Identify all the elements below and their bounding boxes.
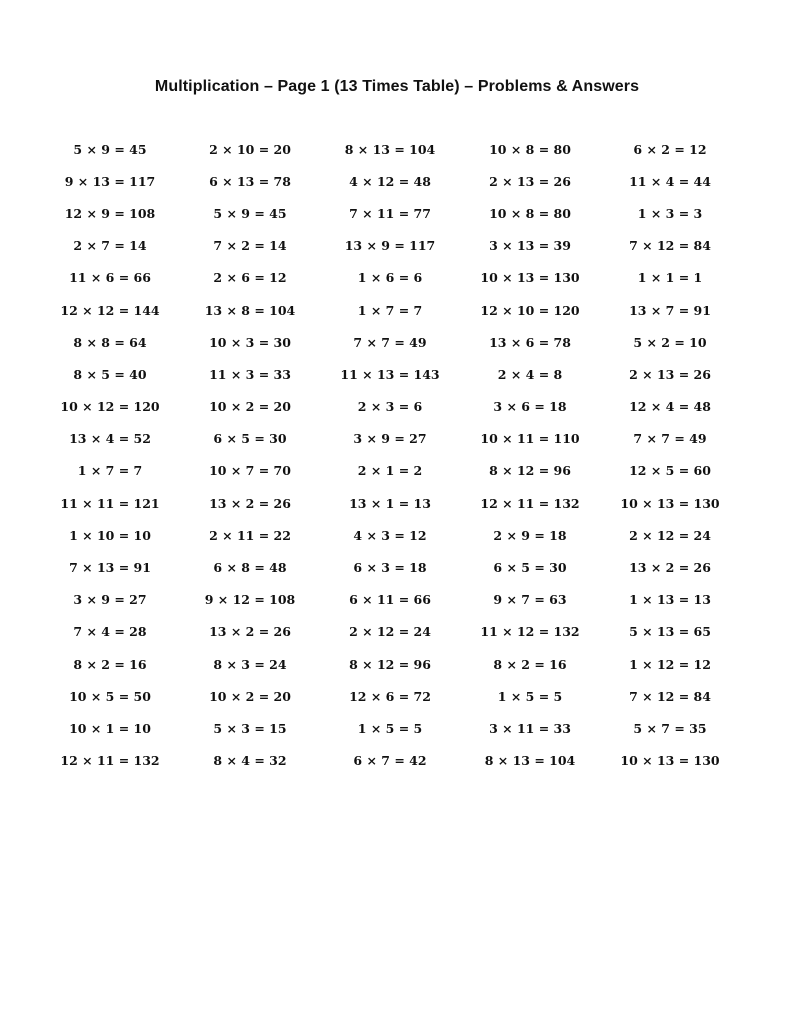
- problem-item: 12 × 12 = 144: [60, 302, 160, 318]
- problem-item: 1 × 7 = 7: [77, 463, 143, 479]
- problem-item: 2 × 9 = 18: [493, 527, 567, 543]
- problem-item: 8 × 2 = 16: [493, 656, 567, 672]
- problem-item: 2 × 3 = 6: [357, 399, 423, 415]
- problem-item: 12 × 10 = 120: [480, 302, 580, 318]
- problem-item: 1 × 7 = 7: [357, 302, 423, 318]
- problem-item: 2 × 12 = 24: [349, 624, 431, 640]
- problem-item: 5 × 13 = 65: [629, 624, 711, 640]
- problem-item: 6 × 11 = 66: [349, 592, 431, 608]
- problem-item: 5 × 9 = 45: [213, 205, 287, 221]
- problem-item: 8 × 12 = 96: [349, 656, 431, 672]
- problem-item: 11 × 13 = 143: [340, 366, 440, 382]
- problem-item: 10 × 13 = 130: [620, 753, 720, 769]
- problem-item: 2 × 6 = 12: [213, 270, 287, 286]
- problem-item: 2 × 4 = 8: [497, 366, 563, 382]
- problem-item: 6 × 13 = 78: [209, 173, 291, 189]
- problem-item: 5 × 3 = 15: [213, 720, 287, 736]
- problem-item: 11 × 11 = 121: [60, 495, 160, 511]
- problem-item: 8 × 2 = 16: [73, 656, 147, 672]
- problem-item: 2 × 13 = 26: [629, 366, 711, 382]
- problem-item: 13 × 4 = 52: [69, 431, 151, 447]
- problem-item: 10 × 7 = 70: [209, 463, 291, 479]
- problem-item: 2 × 10 = 20: [209, 141, 291, 157]
- problem-item: 10 × 1 = 10: [69, 720, 151, 736]
- problem-item: 6 × 7 = 42: [353, 753, 427, 769]
- problem-item: 6 × 5 = 30: [493, 560, 567, 576]
- problem-item: 7 × 4 = 28: [73, 624, 147, 640]
- problem-item: 13 × 9 = 117: [344, 238, 436, 254]
- problem-item: 13 × 2 = 26: [209, 495, 291, 511]
- problem-item: 8 × 12 = 96: [489, 463, 571, 479]
- problem-item: 9 × 7 = 63: [493, 592, 567, 608]
- problem-item: 9 × 13 = 117: [64, 173, 156, 189]
- problem-item: 7 × 12 = 84: [629, 688, 711, 704]
- problem-item: 12 × 11 = 132: [60, 753, 160, 769]
- problem-item: 1 × 5 = 5: [357, 720, 423, 736]
- problem-grid: [40, 133, 740, 777]
- problem-item: 3 × 9 = 27: [353, 431, 427, 447]
- problem-item: 6 × 2 = 12: [633, 141, 707, 157]
- problem-item: 1 × 13 = 13: [629, 592, 711, 608]
- problem-item: 11 × 6 = 66: [69, 270, 151, 286]
- problem-item: 8 × 4 = 32: [213, 753, 287, 769]
- problem-item: 3 × 13 = 39: [489, 238, 571, 254]
- problem-item: 12 × 6 = 72: [349, 688, 431, 704]
- problem-item: 7 × 13 = 91: [69, 560, 151, 576]
- problem-item: 2 × 13 = 26: [489, 173, 571, 189]
- problem-item: 10 × 12 = 120: [60, 399, 160, 415]
- problem-item: 1 × 6 = 6: [357, 270, 423, 286]
- problem-item: 1 × 10 = 10: [69, 527, 151, 543]
- problem-item: 6 × 8 = 48: [213, 560, 287, 576]
- problem-item: 13 × 8 = 104: [204, 302, 296, 318]
- problem-item: 13 × 7 = 91: [629, 302, 711, 318]
- problem-item: 7 × 7 = 49: [633, 431, 707, 447]
- problem-item: 11 × 3 = 33: [209, 366, 291, 382]
- problem-item: 11 × 4 = 44: [629, 173, 711, 189]
- problem-item: 8 × 5 = 40: [73, 366, 147, 382]
- problem-item: 12 × 11 = 132: [480, 495, 580, 511]
- problem-item: 10 × 2 = 20: [209, 688, 291, 704]
- problem-item: 7 × 12 = 84: [629, 238, 711, 254]
- problem-item: 2 × 11 = 22: [209, 527, 291, 543]
- problem-item: 7 × 7 = 49: [353, 334, 427, 350]
- page-title: Multiplication – Page 1 (13 Times Table) – Problems & Answers: [154, 78, 640, 95]
- problem-item: 13 × 2 = 26: [629, 560, 711, 576]
- problem-item: 10 × 8 = 80: [489, 141, 571, 157]
- problem-item: 5 × 9 = 45: [73, 141, 147, 157]
- problem-item: 7 × 11 = 77: [349, 205, 431, 221]
- problem-item: 1 × 1 = 1: [637, 270, 703, 286]
- problem-item: 10 × 13 = 130: [620, 495, 720, 511]
- problem-item: 10 × 13 = 130: [480, 270, 580, 286]
- problem-item: 10 × 2 = 20: [209, 399, 291, 415]
- problem-item: 10 × 5 = 50: [69, 688, 151, 704]
- problem-item: 8 × 13 = 104: [344, 141, 436, 157]
- problem-item: 1 × 5 = 5: [497, 688, 563, 704]
- problem-item: 4 × 12 = 48: [349, 173, 431, 189]
- problem-item: 3 × 6 = 18: [493, 399, 567, 415]
- problem-item: 8 × 3 = 24: [213, 656, 287, 672]
- problem-item: 6 × 5 = 30: [213, 431, 287, 447]
- problem-item: 7 × 2 = 14: [213, 238, 287, 254]
- problem-item: 10 × 8 = 80: [489, 205, 571, 221]
- problem-item: 12 × 4 = 48: [629, 399, 711, 415]
- problem-item: 1 × 12 = 12: [629, 656, 711, 672]
- problem-item: 4 × 3 = 12: [353, 527, 427, 543]
- problem-item: 2 × 1 = 2: [357, 463, 423, 479]
- problem-item: 13 × 1 = 13: [349, 495, 431, 511]
- problem-item: 1 × 3 = 3: [637, 205, 703, 221]
- problem-item: 10 × 11 = 110: [480, 431, 580, 447]
- problem-item: 13 × 2 = 26: [209, 624, 291, 640]
- problem-item: 5 × 2 = 10: [633, 334, 707, 350]
- problem-item: 3 × 11 = 33: [489, 720, 571, 736]
- problem-item: 13 × 6 = 78: [489, 334, 571, 350]
- problem-item: 5 × 7 = 35: [633, 720, 707, 736]
- problem-item: 12 × 9 = 108: [64, 205, 156, 221]
- problem-item: 8 × 8 = 64: [73, 334, 147, 350]
- problem-item: 6 × 3 = 18: [353, 560, 427, 576]
- problem-item: 9 × 12 = 108: [204, 592, 296, 608]
- problem-item: 12 × 5 = 60: [629, 463, 711, 479]
- problem-item: 10 × 3 = 30: [209, 334, 291, 350]
- problem-item: 8 × 13 = 104: [484, 753, 576, 769]
- problem-item: 2 × 12 = 24: [629, 527, 711, 543]
- problem-item: 2 × 7 = 14: [73, 238, 147, 254]
- problem-item: 11 × 12 = 132: [480, 624, 580, 640]
- problem-item: 3 × 9 = 27: [73, 592, 147, 608]
